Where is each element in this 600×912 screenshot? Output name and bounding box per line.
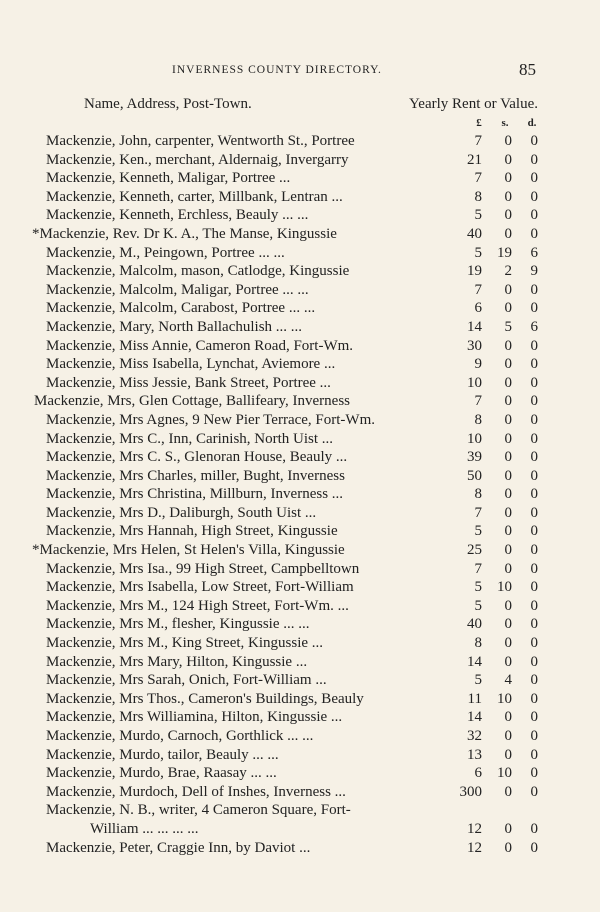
entry-name-address: Mackenzie, Miss Jessie, Bank Street, Portree ... [46, 374, 331, 391]
entry-name-address: Mackenzie, Malcolm, mason, Catlodge, Kingussie [46, 263, 350, 280]
value-shillings: 0 [504, 467, 512, 484]
value-pounds: 7 [474, 393, 482, 410]
value-shillings: 0 [504, 133, 512, 149]
entry-name-address: Mackenzie, M., Peingown, Portree ... ... [46, 244, 285, 261]
value-pounds: 7 [474, 281, 482, 298]
column-header-name: Name, Address, Post-Town. [84, 96, 252, 112]
entry-name-address: Mackenzie, Peter, Craggie Inn, by Daviot ... [46, 839, 311, 856]
value-pence: 0 [530, 820, 538, 837]
running-head: INVERNESS COUNTY DIRECTORY. [172, 64, 382, 76]
value-pounds: 14 [467, 709, 482, 726]
entry-text [46, 708, 342, 727]
directory-entry [0, 299, 600, 318]
value-pence: 0 [530, 393, 538, 410]
value-shillings: 0 [504, 281, 512, 298]
entry-text [46, 299, 315, 318]
value-pounds: 5 [474, 244, 482, 261]
directory-entry [0, 374, 600, 393]
value-pence: 0 [530, 486, 538, 503]
entry-name-address: Mackenzie, Mrs D., Daliburgh, South Uist ... [46, 504, 317, 521]
directory-entry [0, 653, 600, 672]
entry-name-address: Mackenzie, Mrs M., 124 High Street, Fort-Wm. ... [46, 597, 349, 614]
value-pence: 6 [530, 244, 538, 261]
value-pence: 0 [530, 653, 538, 670]
entry-text [46, 337, 353, 356]
directory-entry [0, 467, 600, 486]
entry-text [46, 244, 285, 263]
value-pounds: 19 [467, 263, 482, 280]
entry-name-address: Mackenzie, Mary, North Ballachulish ... ... [46, 318, 303, 335]
directory-entry [0, 262, 600, 281]
value-pence: 0 [530, 597, 538, 614]
value-pounds: 50 [467, 467, 482, 484]
value-shillings: 0 [504, 393, 512, 410]
entry-text [46, 355, 335, 374]
value-shillings: 0 [504, 653, 512, 670]
entry-text [46, 151, 349, 170]
value-pence: 0 [530, 728, 538, 744]
value-shillings: 0 [504, 839, 512, 856]
value-shillings: 0 [504, 783, 512, 800]
entry-text [46, 281, 309, 300]
value-pence: 0 [530, 225, 538, 242]
directory-entry [0, 708, 600, 727]
entry-text [46, 374, 331, 393]
entry-name-address: Mackenzie, Mrs Isabella, Low Street, Fort-William [46, 579, 354, 596]
directory-entry [0, 690, 600, 709]
value-pence: 0 [530, 374, 538, 391]
value-pounds: 7 [474, 560, 482, 577]
value-pence: 0 [530, 542, 538, 559]
entry-text [32, 541, 345, 560]
directory-entry [0, 839, 600, 858]
entry-text [46, 801, 351, 838]
directory-entry [0, 634, 600, 653]
directory-entry [0, 169, 600, 188]
value-pounds: 6 [474, 765, 482, 782]
value-pounds: 10 [467, 374, 482, 391]
unit-pounds: £ [476, 117, 482, 129]
directory-entry [0, 522, 600, 541]
value-pence: 0 [530, 635, 538, 652]
value-shillings: 0 [504, 597, 512, 614]
entry-name-address: Mackenzie, N. B., writer, 4 Cameron Square, Fort- [46, 802, 351, 819]
value-pence: 0 [530, 616, 538, 633]
value-pounds: 7 [474, 133, 482, 149]
entry-text [46, 430, 333, 449]
entry-name-address: Mackenzie, Mrs Agnes, 9 New Pier Terrace, Fort-Wm. [46, 411, 375, 428]
entry-name-address: Mackenzie, Mrs C., Inn, Carinish, North Uist ... [46, 430, 334, 447]
value-pounds: 7 [474, 170, 482, 187]
directory-entry [0, 783, 600, 802]
value-shillings: 0 [504, 728, 512, 744]
directory-entry [0, 430, 600, 449]
value-pounds: 5 [474, 672, 482, 689]
value-shillings: 0 [504, 170, 512, 187]
value-pence: 0 [530, 579, 538, 596]
entry-name-address: Mackenzie, Kenneth, Maligar, Portree ... [46, 170, 291, 187]
entry-name-address: Mackenzie, Murdo, Brae, Raasay ... ... [46, 765, 277, 782]
value-shillings: 0 [504, 542, 512, 559]
entry-name-address: *Mackenzie, Rev. Dr K. A., The Manse, Kingussie [32, 225, 337, 242]
value-shillings: 5 [504, 318, 512, 335]
column-header-value: Yearly Rent or Value. [408, 96, 538, 112]
value-pounds: 12 [467, 820, 482, 837]
directory-entry [0, 355, 600, 374]
value-shillings: 0 [504, 746, 512, 763]
entry-name-address: Mackenzie, Malcolm, Carabost, Portree ... ... [46, 300, 316, 317]
value-shillings: 0 [504, 504, 512, 521]
entry-text [46, 411, 375, 430]
entry-text [46, 262, 349, 281]
entry-name-address: Mackenzie, Mrs C. S., Glenoran House, Beauly ... [46, 449, 348, 466]
entry-text [46, 578, 354, 597]
value-shillings: 0 [504, 188, 512, 205]
value-pounds: 30 [467, 337, 482, 354]
entry-name-address: Mackenzie, Mrs Christina, Millburn, Inverness ... [46, 486, 344, 503]
entry-name-address: Mackenzie, Mrs Charles, miller, Bught, Inverness [46, 467, 345, 484]
entry-text [34, 392, 350, 411]
entry-text [46, 727, 313, 746]
value-pence: 0 [530, 449, 538, 466]
directory-entry [0, 671, 600, 690]
directory-entry [0, 206, 600, 225]
value-pence: 0 [530, 672, 538, 689]
value-pence: 0 [530, 356, 538, 373]
value-shillings: 0 [504, 523, 512, 540]
value-pence: 0 [530, 281, 538, 298]
value-pounds: 6 [474, 300, 482, 317]
value-pence: 0 [530, 430, 538, 447]
value-pence: 6 [530, 318, 538, 335]
entry-text [46, 467, 345, 486]
value-pounds: 10 [467, 430, 482, 447]
entry-text [46, 690, 364, 709]
entry-text [46, 839, 310, 858]
value-shillings: 10 [497, 765, 512, 782]
entry-text [46, 485, 343, 504]
entry-name-address: Mackenzie, Kenneth, Erchless, Beauly ... ... [46, 207, 309, 224]
value-pounds: 5 [474, 207, 482, 224]
directory-entry [0, 392, 600, 411]
value-pence: 0 [530, 783, 538, 800]
value-pence: 0 [530, 411, 538, 428]
value-shillings: 2 [504, 263, 512, 280]
value-pounds: 39 [467, 449, 482, 466]
value-pounds: 7 [474, 504, 482, 521]
entry-name-address: Mackenzie, Murdo, Carnoch, Gorthlick ... ... [46, 728, 314, 744]
value-shillings: 0 [504, 337, 512, 354]
directory-entry [0, 151, 600, 170]
entry-text [46, 783, 346, 802]
directory-entry [0, 764, 600, 783]
directory-entry [0, 615, 600, 634]
directory-entry [0, 448, 600, 467]
value-shillings: 0 [504, 151, 512, 168]
directory-entry [0, 504, 600, 523]
entry-name-address: Mackenzie, Mrs M., King Street, Kingussie ... [46, 635, 324, 652]
entry-name-address: Mackenzie, Mrs Mary, Hilton, Kingussie ... [46, 653, 308, 670]
value-pounds: 8 [474, 411, 482, 428]
directory-entries [0, 132, 600, 857]
unit-pence: d. [527, 117, 537, 129]
directory-entry [0, 541, 600, 560]
value-pounds: 14 [467, 318, 482, 335]
entry-text [46, 634, 323, 653]
entry-text [46, 188, 343, 207]
unit-shillings: s. [501, 117, 509, 129]
value-pence: 0 [530, 170, 538, 187]
entry-text [46, 318, 302, 337]
value-pounds: 9 [474, 356, 482, 373]
entry-text [46, 597, 349, 616]
entry-text [46, 206, 308, 225]
value-pounds: 13 [467, 746, 482, 763]
value-pence: 0 [530, 709, 538, 726]
entry-name-address: Mackenzie, Mrs Williamina, Hilton, Kingussie ... [46, 709, 343, 726]
entry-name-address: Mackenzie, Ken., merchant, Aldernaig, Invergarry [46, 151, 349, 168]
value-pounds: 12 [467, 839, 482, 856]
value-shillings: 0 [504, 635, 512, 652]
directory-entry [0, 560, 600, 579]
directory-entry [0, 281, 600, 300]
value-pounds: 5 [474, 579, 482, 596]
directory-entry [0, 337, 600, 356]
entry-name-address: Mackenzie, Mrs Sarah, Onich, Fort-William ... [46, 672, 327, 689]
directory-entry [0, 801, 600, 838]
entry-name-address: *Mackenzie, Mrs Helen, St Helen's Villa, Kingussie [32, 542, 345, 559]
value-pence: 0 [530, 467, 538, 484]
value-pounds: 300 [459, 783, 482, 800]
value-pounds: 40 [467, 225, 482, 242]
entry-text [46, 653, 307, 672]
value-shillings: 0 [504, 430, 512, 447]
value-shillings: 0 [504, 207, 512, 224]
value-pounds: 21 [467, 151, 482, 168]
entry-text [46, 746, 279, 765]
entry-text [32, 225, 337, 244]
entry-name-address: Mackenzie, John, carpenter, Wentworth St., Portree [46, 133, 355, 149]
value-pence: 0 [530, 300, 538, 317]
directory-entry [0, 597, 600, 616]
entry-text [46, 504, 316, 523]
value-pence: 0 [530, 690, 538, 707]
entry-name-address: Mackenzie, Kenneth, carter, Millbank, Lentran ... [46, 188, 343, 205]
value-pence: 0 [530, 504, 538, 521]
value-pence: 0 [530, 839, 538, 856]
value-shillings: 19 [497, 244, 512, 261]
entry-text [46, 169, 290, 188]
value-shillings: 4 [504, 672, 512, 689]
value-pence: 0 [530, 151, 538, 168]
value-shillings: 0 [504, 225, 512, 242]
entry-name-address: Mackenzie, Malcolm, Maligar, Portree ... ... [46, 281, 309, 298]
entry-name-address: Mackenzie, Mrs Isa., 99 High Street, Campbelltown [46, 560, 360, 577]
directory-entry [0, 244, 600, 263]
value-pence: 0 [530, 188, 538, 205]
value-shillings: 0 [504, 411, 512, 428]
unit-headers [0, 117, 600, 133]
value-shillings: 0 [504, 300, 512, 317]
page-number: 85 [519, 60, 536, 79]
value-pence: 0 [530, 523, 538, 540]
directory-entry [0, 578, 600, 597]
directory-entry [0, 411, 600, 430]
value-pounds: 14 [467, 653, 482, 670]
value-pounds: 11 [467, 690, 482, 707]
directory-entry [0, 746, 600, 765]
entry-name-address: Mackenzie, Mrs M., flesher, Kingussie ... ... [46, 616, 310, 633]
value-pounds: 8 [474, 635, 482, 652]
directory-entry [0, 188, 600, 207]
value-shillings: 0 [504, 374, 512, 391]
entry-name-address: Mackenzie, Miss Annie, Cameron Road, Fort-Wm. [46, 337, 354, 354]
value-shillings: 10 [497, 690, 512, 707]
entry-name-address: Mackenzie, Mrs, Glen Cottage, Ballifeary, Inverness [34, 393, 351, 410]
directory-entry [0, 132, 600, 151]
value-shillings: 0 [504, 560, 512, 577]
entry-text [46, 560, 359, 579]
value-pounds: 8 [474, 188, 482, 205]
value-pounds: 25 [467, 542, 482, 559]
value-pence: 0 [530, 765, 538, 782]
value-pounds: 5 [474, 597, 482, 614]
value-pence: 0 [530, 207, 538, 224]
value-pounds: 8 [474, 486, 482, 503]
entry-text [46, 615, 310, 634]
value-pence: 0 [530, 560, 538, 577]
entry-text [46, 448, 347, 467]
directory-entry [0, 225, 600, 244]
value-shillings: 0 [504, 709, 512, 726]
directory-entry [0, 485, 600, 504]
entry-name-address: Mackenzie, Murdo, tailor, Beauly ... ... [46, 746, 279, 763]
value-pounds: 32 [467, 728, 482, 744]
value-shillings: 0 [504, 356, 512, 373]
entry-text [46, 522, 338, 541]
entry-text [46, 132, 355, 151]
entry-continuation: William ... ... ... ... [90, 820, 199, 837]
entry-text [46, 671, 327, 690]
value-pence: 0 [530, 746, 538, 763]
value-shillings: 10 [497, 579, 512, 596]
entry-text [46, 764, 277, 783]
entry-name-address: Mackenzie, Mrs Hannah, High Street, Kingussie [46, 523, 338, 540]
value-pence: 0 [530, 133, 538, 149]
value-pounds: 40 [467, 616, 482, 633]
entry-name-address: Mackenzie, Miss Isabella, Lynchat, Aviemore ... [46, 356, 336, 373]
entry-name-address: Mackenzie, Mrs Thos., Cameron's Buildings, Beauly [46, 690, 364, 707]
directory-entry [0, 318, 600, 337]
value-pounds: 5 [474, 523, 482, 540]
value-pence: 9 [530, 263, 538, 280]
value-shillings: 0 [504, 486, 512, 503]
directory-entry [0, 727, 600, 746]
value-shillings: 0 [504, 449, 512, 466]
entry-name-address: Mackenzie, Murdoch, Dell of Inshes, Inverness ... [46, 783, 346, 800]
value-shillings: 0 [504, 820, 512, 837]
value-pence: 0 [530, 337, 538, 354]
value-shillings: 0 [504, 616, 512, 633]
